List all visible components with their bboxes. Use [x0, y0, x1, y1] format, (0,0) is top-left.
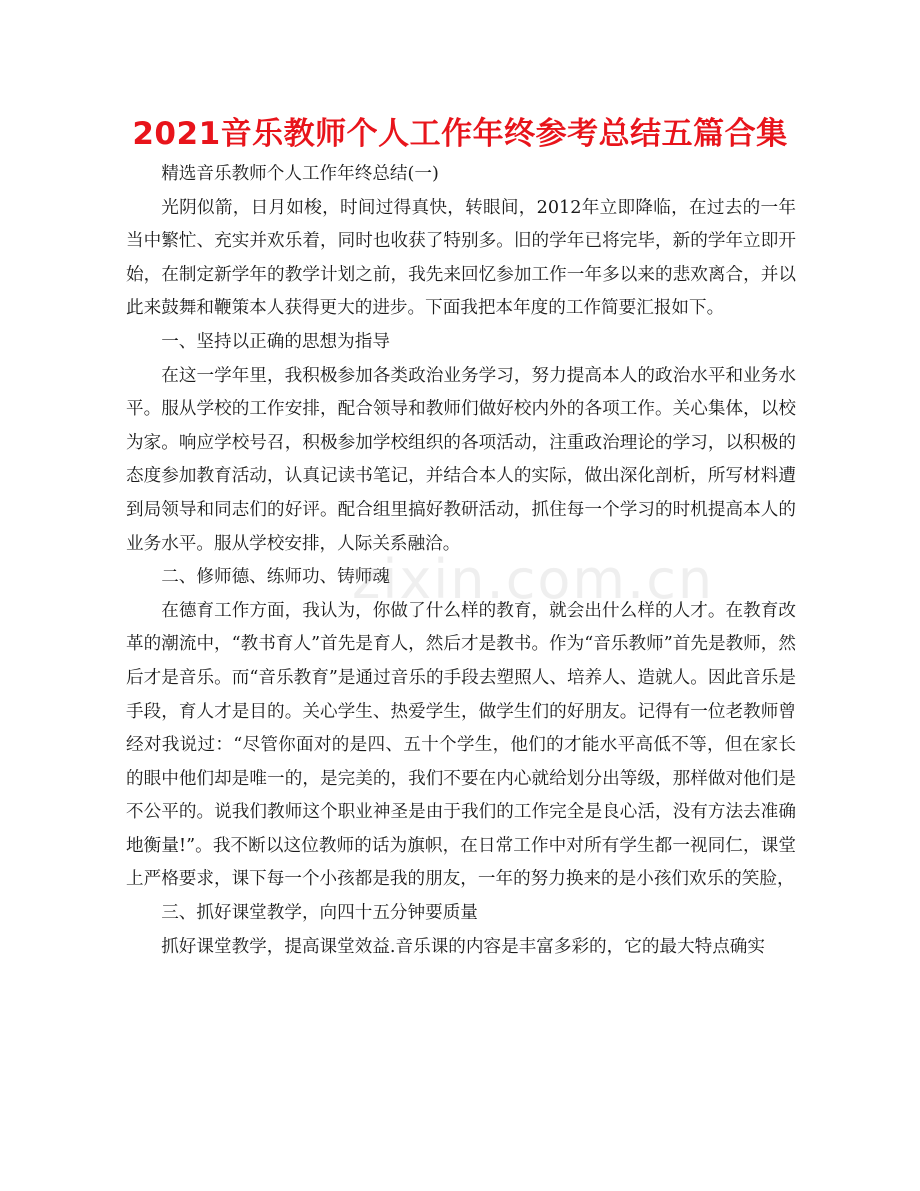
section-heading-3: 三、抓好课堂教学，向四十五分钟要质量 [161, 903, 478, 924]
watermark-text: zixin.com.cn [352, 548, 715, 611]
document-body [126, 158, 796, 964]
paragraph-intro: 光阴似箭，日月如梭，时间过得真快，转眼间，2012年立即降临，在过去的一年当中繁忙、充实并欢乐着，同时也收获了特别多。旧的学年已将完毕，新的学年立即开始，在制定新学年的教学计划之前，我先来回忆参加工作一年多以来的悲欢离合，并以此来鼓舞和鞭策本人获得更大的进步。下面我把本年度的工作简要汇报如下。 [126, 197, 796, 319]
paragraph-section-3: 抓好课堂教学，提高课堂效益.音乐课的内容是丰富多彩的，它的最大特点确实 [161, 936, 765, 957]
section-heading-1: 一、坚持以正确的思想为指导 [161, 331, 390, 352]
document-title: 2021音乐教师个人工作年终参考总结五篇合集 [132, 116, 788, 152]
paragraph-section-2: 在德育工作方面，我认为，你做了什么样的教育，就会出什么样的人才。在教育改革的潮流中，“教书育人”首先是育人，然后才是教书。作为“音乐教师”首先是教师，然后才是音乐。而“音乐教育”是通过音乐的手段去塑照人、培养人、造就人。因此音乐是手段，育人才是目的。关心学生、热爱学生，做学生们的好朋友。记得有一位老教师曾经对我说过：“尽管你面对的是四、五十个学生，他们的才能水平高低不等，但在家长的眼中他们却是唯一的，是完美的，我们不要在内心就给划分出等级，那样做对他们是不公平的。说我们教师这个职业神圣是由于我们的工作完全是良心活，没有方法去准确地衡量!”。我不断以这位教师的话为旗帜，在日常工作中对所有学生都一视同仁，课堂上严格要求，课下每一个小孩都是我的朋友，一年的努力换来的是小孩们欢乐的笑脸， [126, 600, 796, 890]
section-subtitle: 精选音乐教师个人工作年终总结(一) [161, 164, 439, 184]
section-heading-2: 二、修师德、练师功、铸师魂 [161, 567, 390, 588]
paragraph-section-1: 在这一学年里，我积极参加各类政治业务学习，努力提高本人的政治水平和业务水平。服从学校的工作安排，配合领导和教师们做好校内外的各项工作。关心集体，以校为家。响应学校号召，积极参加学校组织的各项活动，注重政治理论的学习，以积极的态度参加教育活动，认真记读书笔记，并结合本人的实际，做出深化剖析，所写材料遭到局领导和同志们的好评。配合组里搞好教研活动，抓住每一个学习的时机提高本人的业务水平。服从学校安排，人际关系融洽。 [126, 365, 796, 554]
